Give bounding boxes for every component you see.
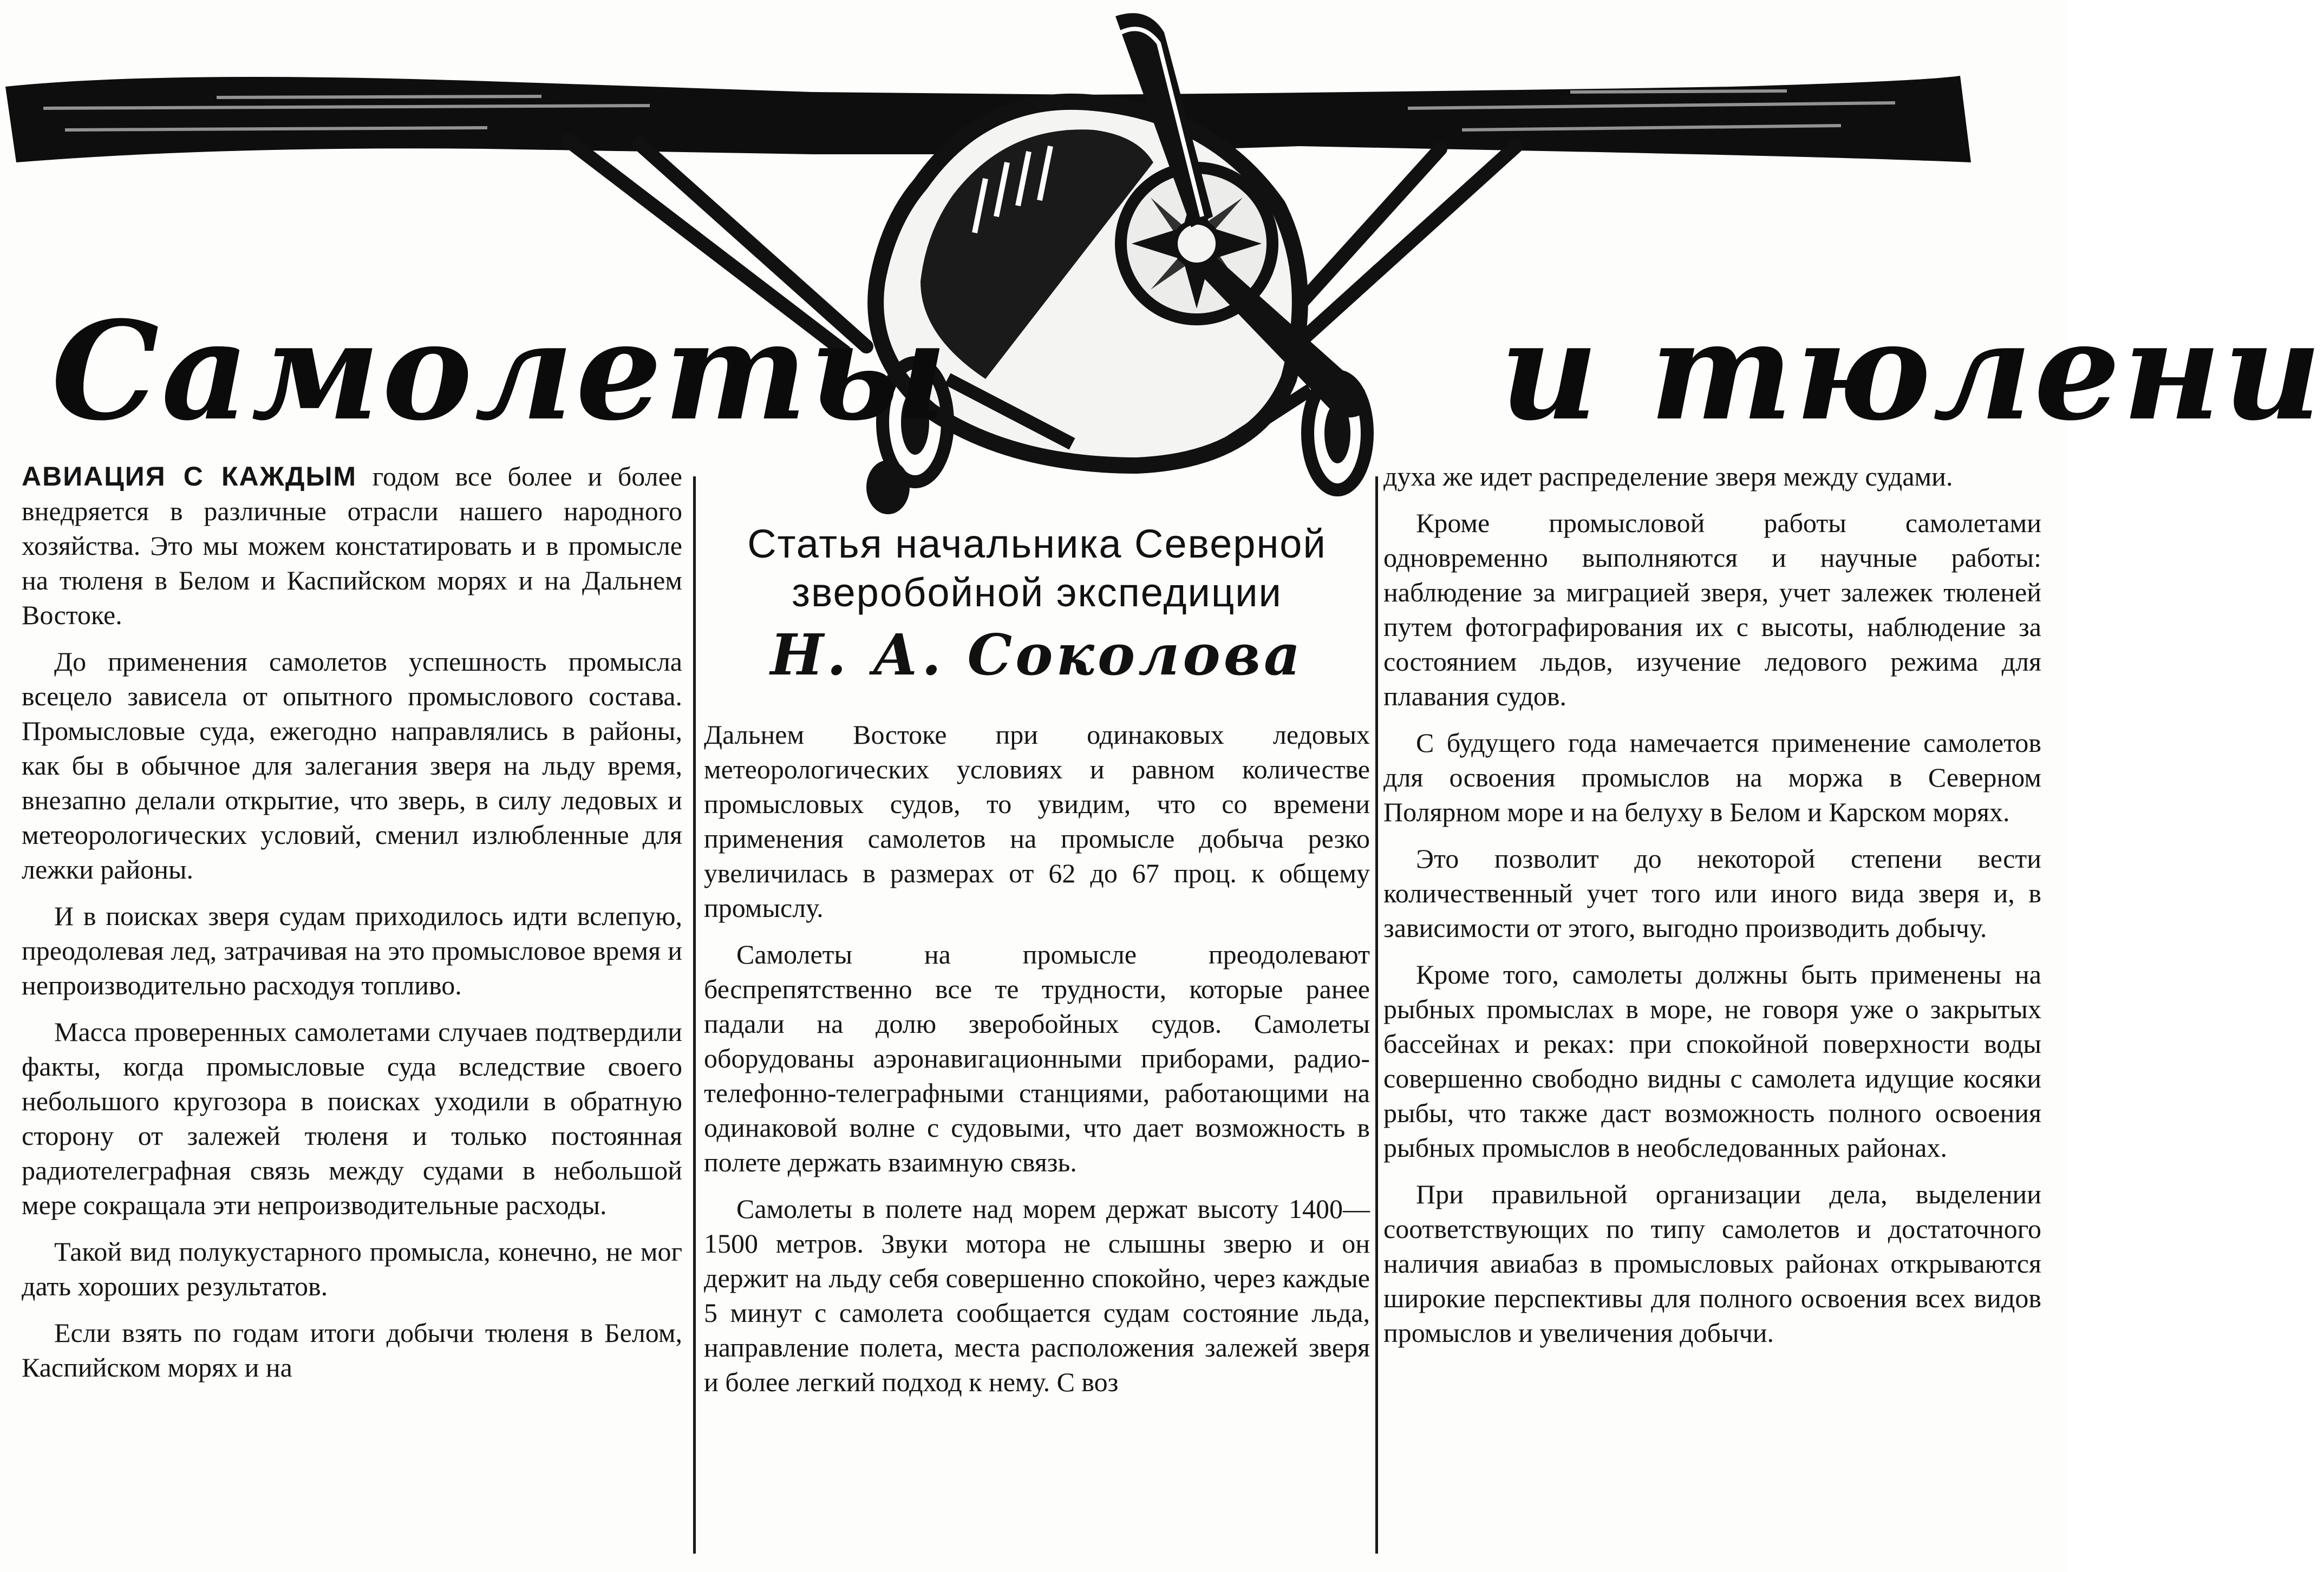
author-name: Н. А. Соколова [770, 621, 1304, 688]
paragraph: Такой вид полукустарного промысла, конечно, не мог дать хороших результатов. [22, 1236, 682, 1301]
paragraph: Это позволит до некоторой степени вести количественный учет того или иного вида зверя и, в зависимости от этого, выгодно производить добычу. [1383, 843, 2041, 943]
subtitle-line: зверобойной экспедиции [792, 570, 1282, 615]
paragraph: Дальнем Востоке при одинаковых ледовых метеорологических условиях и равном количестве промысловых судов, то увидим, что со времени применения самолетов на промысле добыча резко увеличилась в размерах от 62 до 67 проц. к общему промыслу. [704, 719, 1370, 923]
article-column-left [22, 459, 682, 1397]
paragraph: духа же идет распределение зверя между судами. [1383, 461, 1953, 492]
paragraph: И в поисках зверя судам приходилось идти вслепую, преодолевая лед, затрачивая на это промысловое время и непроизводительно расходуя топливо. [22, 901, 682, 1000]
headline-right: и тюлени [1500, 291, 2324, 450]
paragraph: Кроме того, самолеты должны быть применены на рыбных промыслах в море, не говоря уже о закрытых бассейнах и реках: при спокойной поверхности воды совершенно свободно видны с самолета идущие косяки рыбы, что также даст возможность полного освоения рыбных промыслов в необследованных районах. [1383, 959, 2041, 1163]
paragraph-text: годом все более и более внедряется в различные отрасли нашего народного хозяйства. Это мы можем констатировать и в промысле на тюленя в Белом и Каспийском морях и на Дальнем Востоке. [22, 461, 682, 630]
lead-caps: АВИАЦИЯ С КАЖДЫМ [22, 461, 357, 492]
paragraph: Масса проверенных самолетами случаев подтвердили факты, когда промысловые суда вследствие своего небольшого кругозора в поисках уходили в обратную сторону от залежей тюленя и только постоянная радиотелеграфная связь между судами в небольшой мере сокращала эти непроизводительные расходы. [22, 1017, 682, 1220]
column-rule [693, 476, 696, 1554]
paragraph: Кроме промысловой работы самолетами одновременно выполняются и научные работы: наблюдение за миграцией зверя, учет залежек тюленей путем фотографирования их с высоты, наблюдение за состоянием льдов, изучение ледового режима для плавания судов. [1383, 508, 2041, 711]
paragraph: С будущего года намечается применение самолетов для освоения промыслов на моржа в Северном Полярном море и на белуху в Белом и Карском морях. [1383, 728, 2041, 827]
airplane-icon [0, 0, 2068, 530]
paragraph: Самолеты в полете над морем держат высоту 1400—1500 метров. Звуки мотора не слышны зверю и он держит на льду себя совершенно спокойно, через каждые 5 минут с самолета сообщается судам состояние льда, направление полета, места расположения залежей зверя и более легкий подход к нему. С воз [704, 1194, 1370, 1397]
paragraph [22, 459, 682, 632]
paragraph: При правильной организации дела, выделении соответствующих по типу самолетов и достаточного наличия авиабаз в промысловых районах открываются широкие перспективы для полного освоения всех видов промыслов и увеличения добычи. [1383, 1179, 2041, 1348]
subtitle-line: Статья начальника Северной [747, 521, 1327, 566]
column-rule [1375, 476, 1378, 1554]
paragraph: Если взять по годам итоги добычи тюленя в Белом, Каспийском морях и на [22, 1318, 682, 1383]
paragraph: До применения самолетов успешность промысла всецело зависела от опытного промыслового состава. Промысловые суда, ежегодно направлялись в районы, как бы в обычное для залегания зверя на льду время, внезапно делали открытие, что зверь, в силу ледовых и метеорологических условий, сменил излюбленные для лежки районы. [22, 646, 682, 885]
paragraph: Самолеты на промысле преодолевают беспрепятственно все те трудности, которые ранее падали на долю зверобойных судов. Самолеты оборудованы аэронавигационными приборами, радио-телефонно-телеграфными станциями, работающими на одинаковой волне с судовыми, что дает возможность в полете держать взаимную связь. [704, 939, 1370, 1177]
headline-left: Самолеты [51, 291, 950, 450]
article-column-middle [704, 717, 1370, 1411]
article-column-right [1383, 459, 2041, 1362]
